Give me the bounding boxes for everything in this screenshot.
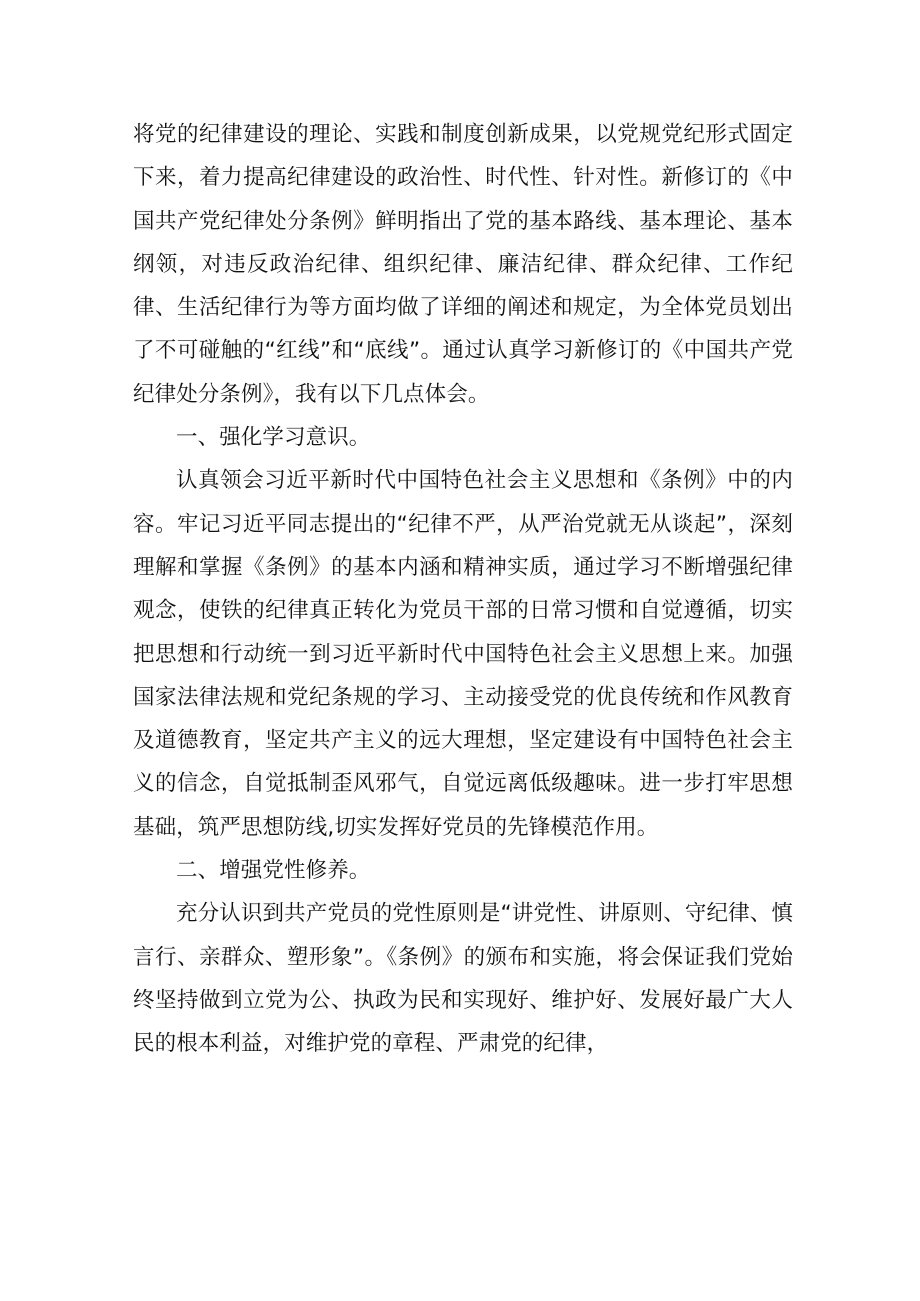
section-heading-2: 二、增强党性修养。 [176,858,371,884]
section-heading-1: 一、强化学习意识。 [176,425,371,451]
document-body [133,113,793,1066]
paragraph-section-2: 充分认识到共产党员的党性原则是“讲党性、讲原则、守纪律、慎言行、亲群众、塑形象”。《条例》的颁布和实施，将会保证我们党始终坚持做到立党为公、执政为民和实现好、维护好、发展好最广大人民的根本利益，对维护党的章程、严肃党的纪律， [133,901,793,1057]
paragraph-section-1: 认真领会习近平新时代中国特色社会主义思想和《条例》中的内容。牢记习近平同志提出的“纪律不严，从严治党就无从谈起”，深刻理解和掌握《条例》的基本内涵和精神实质，通过学习不断增强纪律观念，使铁的纪律真正转化为党员干部的日常习惯和自觉遵循，切实把思想和行动统一到习近平新时代中国特色社会主义思想上来。加强国家法律法规和党纪条规的学习、主动接受党的优良传统和作风教育及道德教育，坚定共产主义的远大理想，坚定建设有中国特色社会主义的信念，自觉抵制歪风邪气，自觉远离低级趣味。进一步打牢思想基础，筑严思想防线,切实发挥好党员的先锋模范作用。 [133,468,793,840]
paragraph-intro: 将党的纪律建设的理论、实践和制度创新成果，以党规党纪形式固定下来，着力提高纪律建设的政治性、时代性、针对性。新修订的《中国共产党纪律处分条例》鲜明指出了党的基本路线、基本理论、基本纲领，对违反政治纪律、组织纪律、廉洁纪律、群众纪律、工作纪律、生活纪律行为等方面均做了详细的阐述和规定，为全体党员划出了不可碰触的“红线”和“底线”。通过认真学习新修订的《中国共产党纪律处分条例》，我有以下几点体会。 [133,122,793,407]
